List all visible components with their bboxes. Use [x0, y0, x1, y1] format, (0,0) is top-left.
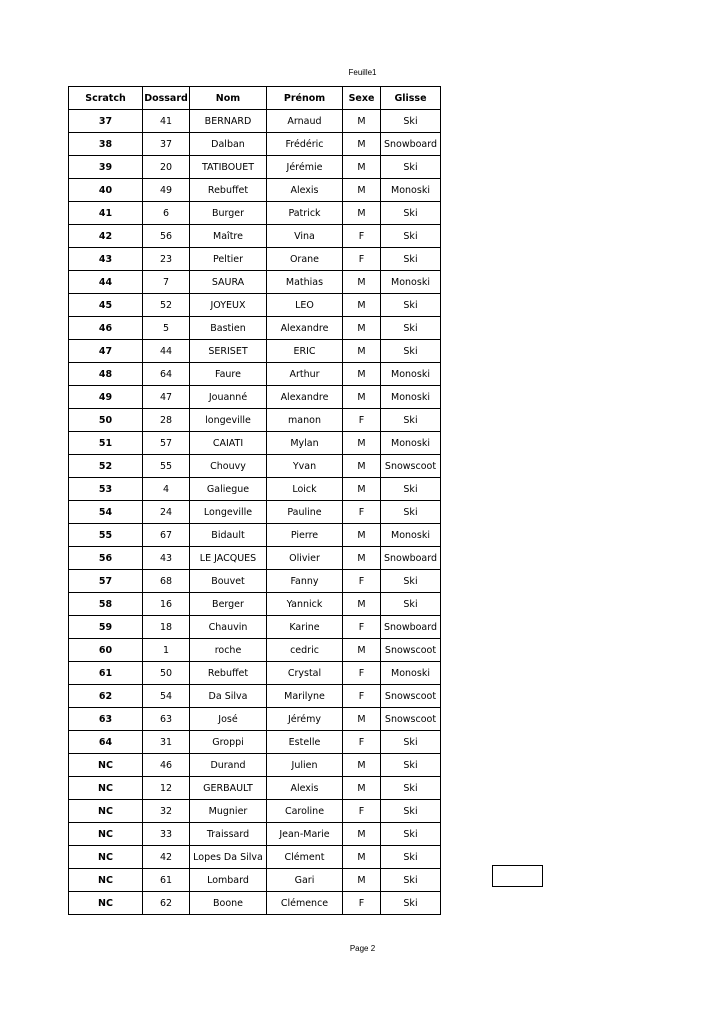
- sexe-cell: M: [343, 754, 381, 777]
- dossard-cell: 32: [143, 800, 190, 823]
- nom-cell: Faure: [190, 363, 267, 386]
- table-row: [69, 593, 441, 616]
- table-row: [69, 823, 441, 846]
- sheet-title: Feuille1: [348, 68, 377, 77]
- nom-cell: Mugnier: [190, 800, 267, 823]
- nom-cell: Dalban: [190, 133, 267, 156]
- sexe-cell: M: [343, 593, 381, 616]
- scratch-cell: 54: [69, 501, 143, 524]
- glisse-cell: Ski: [381, 846, 441, 869]
- scratch-cell: 57: [69, 570, 143, 593]
- nom-cell: Peltier: [190, 248, 267, 271]
- glisse-cell: Ski: [381, 593, 441, 616]
- table-row: [69, 846, 441, 869]
- glisse-cell: Snowboard: [381, 547, 441, 570]
- scratch-cell: 63: [69, 708, 143, 731]
- prenom-cell: Pierre: [267, 524, 343, 547]
- dossard-cell: 64: [143, 363, 190, 386]
- prenom-cell: Estelle: [267, 731, 343, 754]
- table-row: [69, 570, 441, 593]
- sexe-cell: M: [343, 386, 381, 409]
- dossard-cell: 44: [143, 340, 190, 363]
- prenom-cell: Mathias: [267, 271, 343, 294]
- dossard-cell: 62: [143, 892, 190, 915]
- dossard-cell: 50: [143, 662, 190, 685]
- scratch-cell: 44: [69, 271, 143, 294]
- scratch-cell: 38: [69, 133, 143, 156]
- table-row: [69, 340, 441, 363]
- prenom-cell: Jérémie: [267, 156, 343, 179]
- sexe-cell: F: [343, 800, 381, 823]
- dossard-cell: 28: [143, 409, 190, 432]
- sexe-cell: M: [343, 363, 381, 386]
- nom-cell: Da Silva: [190, 685, 267, 708]
- dossard-cell: 12: [143, 777, 190, 800]
- sexe-cell: M: [343, 271, 381, 294]
- glisse-cell: Monoski: [381, 662, 441, 685]
- dossard-cell: 31: [143, 731, 190, 754]
- glisse-cell: Ski: [381, 409, 441, 432]
- scratch-cell: NC: [69, 869, 143, 892]
- sexe-cell: M: [343, 110, 381, 133]
- sexe-cell: M: [343, 202, 381, 225]
- prenom-cell: Loick: [267, 478, 343, 501]
- table-row: [69, 156, 441, 179]
- dossard-cell: 24: [143, 501, 190, 524]
- prenom-cell: Marilyne: [267, 685, 343, 708]
- sexe-cell: M: [343, 846, 381, 869]
- prenom-cell: Alexis: [267, 179, 343, 202]
- nom-cell: Bastien: [190, 317, 267, 340]
- table-row: [69, 294, 441, 317]
- prenom-cell: LEO: [267, 294, 343, 317]
- table-row: [69, 225, 441, 248]
- table-row: [69, 409, 441, 432]
- dossard-cell: 54: [143, 685, 190, 708]
- glisse-cell: Ski: [381, 225, 441, 248]
- prenom-cell: Frédéric: [267, 133, 343, 156]
- prenom-cell: Karine: [267, 616, 343, 639]
- nom-cell: Galiegue: [190, 478, 267, 501]
- header-row: [69, 87, 441, 110]
- dossard-cell: 23: [143, 248, 190, 271]
- glisse-cell: Ski: [381, 202, 441, 225]
- sexe-cell: F: [343, 570, 381, 593]
- table-row: [69, 731, 441, 754]
- glisse-cell: Ski: [381, 892, 441, 915]
- sexe-cell: M: [343, 547, 381, 570]
- glisse-cell: Snowscoot: [381, 455, 441, 478]
- sexe-cell: M: [343, 432, 381, 455]
- prenom-cell: Alexandre: [267, 386, 343, 409]
- prenom-cell: Jean-Marie: [267, 823, 343, 846]
- scratch-cell: 51: [69, 432, 143, 455]
- dossard-cell: 18: [143, 616, 190, 639]
- dossard-cell: 42: [143, 846, 190, 869]
- dossard-cell: 41: [143, 110, 190, 133]
- dossard-cell: 46: [143, 754, 190, 777]
- table-row: [69, 501, 441, 524]
- sexe-cell: M: [343, 639, 381, 662]
- nom-cell: LE JACQUES: [190, 547, 267, 570]
- scratch-cell: 45: [69, 294, 143, 317]
- sexe-cell: M: [343, 823, 381, 846]
- nom-cell: roche: [190, 639, 267, 662]
- scratch-cell: NC: [69, 754, 143, 777]
- scratch-cell: 42: [69, 225, 143, 248]
- table-row: [69, 179, 441, 202]
- glisse-cell: Ski: [381, 294, 441, 317]
- glisse-cell: Monoski: [381, 271, 441, 294]
- table-row: [69, 455, 441, 478]
- glisse-cell: Ski: [381, 340, 441, 363]
- prenom-cell: ERIC: [267, 340, 343, 363]
- scratch-cell: 64: [69, 731, 143, 754]
- dossard-cell: 37: [143, 133, 190, 156]
- nom-cell: JOYEUX: [190, 294, 267, 317]
- prenom-cell: manon: [267, 409, 343, 432]
- glisse-cell: Monoski: [381, 363, 441, 386]
- results-table: [68, 86, 441, 915]
- table-row: [69, 547, 441, 570]
- sexe-cell: M: [343, 340, 381, 363]
- nom-cell: Lombard: [190, 869, 267, 892]
- scratch-cell: 37: [69, 110, 143, 133]
- scratch-cell: 53: [69, 478, 143, 501]
- table-row: [69, 271, 441, 294]
- nom-cell: BERNARD: [190, 110, 267, 133]
- sexe-cell: F: [343, 731, 381, 754]
- prenom-cell: Julien: [267, 754, 343, 777]
- dossard-cell: 61: [143, 869, 190, 892]
- dossard-cell: 4: [143, 478, 190, 501]
- glisse-cell: Ski: [381, 478, 441, 501]
- column-header-nom: Nom: [190, 87, 267, 110]
- prenom-cell: Arthur: [267, 363, 343, 386]
- dossard-cell: 5: [143, 317, 190, 340]
- glisse-cell: Ski: [381, 317, 441, 340]
- table-row: [69, 202, 441, 225]
- scratch-cell: 41: [69, 202, 143, 225]
- prenom-cell: Arnaud: [267, 110, 343, 133]
- scratch-cell: 40: [69, 179, 143, 202]
- table-row: [69, 616, 441, 639]
- table-row: [69, 639, 441, 662]
- table-row: [69, 432, 441, 455]
- scratch-cell: 59: [69, 616, 143, 639]
- dossard-cell: 49: [143, 179, 190, 202]
- scratch-cell: 43: [69, 248, 143, 271]
- glisse-cell: Ski: [381, 248, 441, 271]
- dossard-cell: 63: [143, 708, 190, 731]
- table-row: [69, 777, 441, 800]
- glisse-cell: Ski: [381, 731, 441, 754]
- sexe-cell: F: [343, 685, 381, 708]
- sexe-cell: F: [343, 409, 381, 432]
- nom-cell: Jouanné: [190, 386, 267, 409]
- dossard-cell: 56: [143, 225, 190, 248]
- dossard-cell: 57: [143, 432, 190, 455]
- nom-cell: José: [190, 708, 267, 731]
- glisse-cell: Monoski: [381, 386, 441, 409]
- nom-cell: Boone: [190, 892, 267, 915]
- sexe-cell: M: [343, 294, 381, 317]
- prenom-cell: Vina: [267, 225, 343, 248]
- table-row: [69, 133, 441, 156]
- scratch-cell: NC: [69, 800, 143, 823]
- sexe-cell: M: [343, 777, 381, 800]
- sexe-cell: M: [343, 133, 381, 156]
- nom-cell: Groppi: [190, 731, 267, 754]
- scratch-cell: NC: [69, 892, 143, 915]
- glisse-cell: Ski: [381, 570, 441, 593]
- empty-cell-box: [492, 865, 543, 887]
- sexe-cell: M: [343, 317, 381, 340]
- nom-cell: Maître: [190, 225, 267, 248]
- prenom-cell: Alexis: [267, 777, 343, 800]
- column-header-prenom: Prénom: [267, 87, 343, 110]
- dossard-cell: 52: [143, 294, 190, 317]
- sexe-cell: M: [343, 524, 381, 547]
- table-row: [69, 685, 441, 708]
- scratch-cell: 50: [69, 409, 143, 432]
- nom-cell: Durand: [190, 754, 267, 777]
- sexe-cell: F: [343, 616, 381, 639]
- dossard-cell: 7: [143, 271, 190, 294]
- table-row: [69, 248, 441, 271]
- glisse-cell: Ski: [381, 754, 441, 777]
- nom-cell: Bidault: [190, 524, 267, 547]
- prenom-cell: Yannick: [267, 593, 343, 616]
- column-header-sexe: Sexe: [343, 87, 381, 110]
- glisse-cell: Ski: [381, 800, 441, 823]
- scratch-cell: 56: [69, 547, 143, 570]
- dossard-cell: 43: [143, 547, 190, 570]
- sexe-cell: M: [343, 156, 381, 179]
- nom-cell: CAIATI: [190, 432, 267, 455]
- dossard-cell: 67: [143, 524, 190, 547]
- glisse-cell: Monoski: [381, 432, 441, 455]
- scratch-cell: NC: [69, 823, 143, 846]
- table-row: [69, 892, 441, 915]
- column-header-scratch: Scratch: [69, 87, 143, 110]
- scratch-cell: 39: [69, 156, 143, 179]
- nom-cell: Lopes Da Silva: [190, 846, 267, 869]
- glisse-cell: Snowscoot: [381, 708, 441, 731]
- prenom-cell: Clément: [267, 846, 343, 869]
- glisse-cell: Snowboard: [381, 133, 441, 156]
- glisse-cell: Ski: [381, 156, 441, 179]
- dossard-cell: 47: [143, 386, 190, 409]
- dossard-cell: 6: [143, 202, 190, 225]
- prenom-cell: Crystal: [267, 662, 343, 685]
- prenom-cell: Clémence: [267, 892, 343, 915]
- scratch-cell: NC: [69, 846, 143, 869]
- nom-cell: GERBAULT: [190, 777, 267, 800]
- glisse-cell: Ski: [381, 869, 441, 892]
- sexe-cell: F: [343, 662, 381, 685]
- nom-cell: Chouvy: [190, 455, 267, 478]
- prenom-cell: Fanny: [267, 570, 343, 593]
- prenom-cell: cedric: [267, 639, 343, 662]
- glisse-cell: Snowboard: [381, 616, 441, 639]
- table-row: [69, 386, 441, 409]
- dossard-cell: 1: [143, 639, 190, 662]
- glisse-cell: Ski: [381, 823, 441, 846]
- column-header-glisse: Glisse: [381, 87, 441, 110]
- scratch-cell: 61: [69, 662, 143, 685]
- scratch-cell: 49: [69, 386, 143, 409]
- prenom-cell: Orane: [267, 248, 343, 271]
- table-body: [69, 110, 441, 915]
- sexe-cell: F: [343, 892, 381, 915]
- nom-cell: Chauvin: [190, 616, 267, 639]
- nom-cell: SAURA: [190, 271, 267, 294]
- scratch-cell: 48: [69, 363, 143, 386]
- table-row: [69, 317, 441, 340]
- scratch-cell: 46: [69, 317, 143, 340]
- scratch-cell: 58: [69, 593, 143, 616]
- glisse-cell: Ski: [381, 777, 441, 800]
- table-row: [69, 708, 441, 731]
- dossard-cell: 16: [143, 593, 190, 616]
- sexe-cell: M: [343, 179, 381, 202]
- nom-cell: TATIBOUET: [190, 156, 267, 179]
- table-row: [69, 110, 441, 133]
- dossard-cell: 33: [143, 823, 190, 846]
- table-row: [69, 363, 441, 386]
- prenom-cell: Gari: [267, 869, 343, 892]
- prenom-cell: Caroline: [267, 800, 343, 823]
- sexe-cell: M: [343, 455, 381, 478]
- prenom-cell: Patrick: [267, 202, 343, 225]
- table-row: [69, 869, 441, 892]
- nom-cell: Berger: [190, 593, 267, 616]
- dossard-cell: 55: [143, 455, 190, 478]
- table-row: [69, 800, 441, 823]
- prenom-cell: Jérémy: [267, 708, 343, 731]
- nom-cell: Longeville: [190, 501, 267, 524]
- nom-cell: SERISET: [190, 340, 267, 363]
- scratch-cell: 47: [69, 340, 143, 363]
- sexe-cell: M: [343, 478, 381, 501]
- glisse-cell: Monoski: [381, 524, 441, 547]
- nom-cell: longeville: [190, 409, 267, 432]
- sexe-cell: F: [343, 225, 381, 248]
- prenom-cell: Olivier: [267, 547, 343, 570]
- nom-cell: Rebuffet: [190, 662, 267, 685]
- table-row: [69, 754, 441, 777]
- table-row: [69, 478, 441, 501]
- nom-cell: Traissard: [190, 823, 267, 846]
- sexe-cell: M: [343, 708, 381, 731]
- scratch-cell: 52: [69, 455, 143, 478]
- scratch-cell: 55: [69, 524, 143, 547]
- glisse-cell: Monoski: [381, 179, 441, 202]
- column-header-dossard: Dossard: [143, 87, 190, 110]
- nom-cell: Burger: [190, 202, 267, 225]
- prenom-cell: Pauline: [267, 501, 343, 524]
- glisse-cell: Snowscoot: [381, 639, 441, 662]
- scratch-cell: 62: [69, 685, 143, 708]
- nom-cell: Rebuffet: [190, 179, 267, 202]
- scratch-cell: NC: [69, 777, 143, 800]
- sexe-cell: M: [343, 869, 381, 892]
- sexe-cell: F: [343, 501, 381, 524]
- prenom-cell: Mylan: [267, 432, 343, 455]
- glisse-cell: Snowscoot: [381, 685, 441, 708]
- dossard-cell: 68: [143, 570, 190, 593]
- prenom-cell: Yvan: [267, 455, 343, 478]
- page-number: Page 2: [349, 944, 376, 953]
- nom-cell: Bouvet: [190, 570, 267, 593]
- sexe-cell: F: [343, 248, 381, 271]
- scratch-cell: 60: [69, 639, 143, 662]
- glisse-cell: Ski: [381, 501, 441, 524]
- table-row: [69, 662, 441, 685]
- table-row: [69, 524, 441, 547]
- glisse-cell: Ski: [381, 110, 441, 133]
- dossard-cell: 20: [143, 156, 190, 179]
- prenom-cell: Alexandre: [267, 317, 343, 340]
